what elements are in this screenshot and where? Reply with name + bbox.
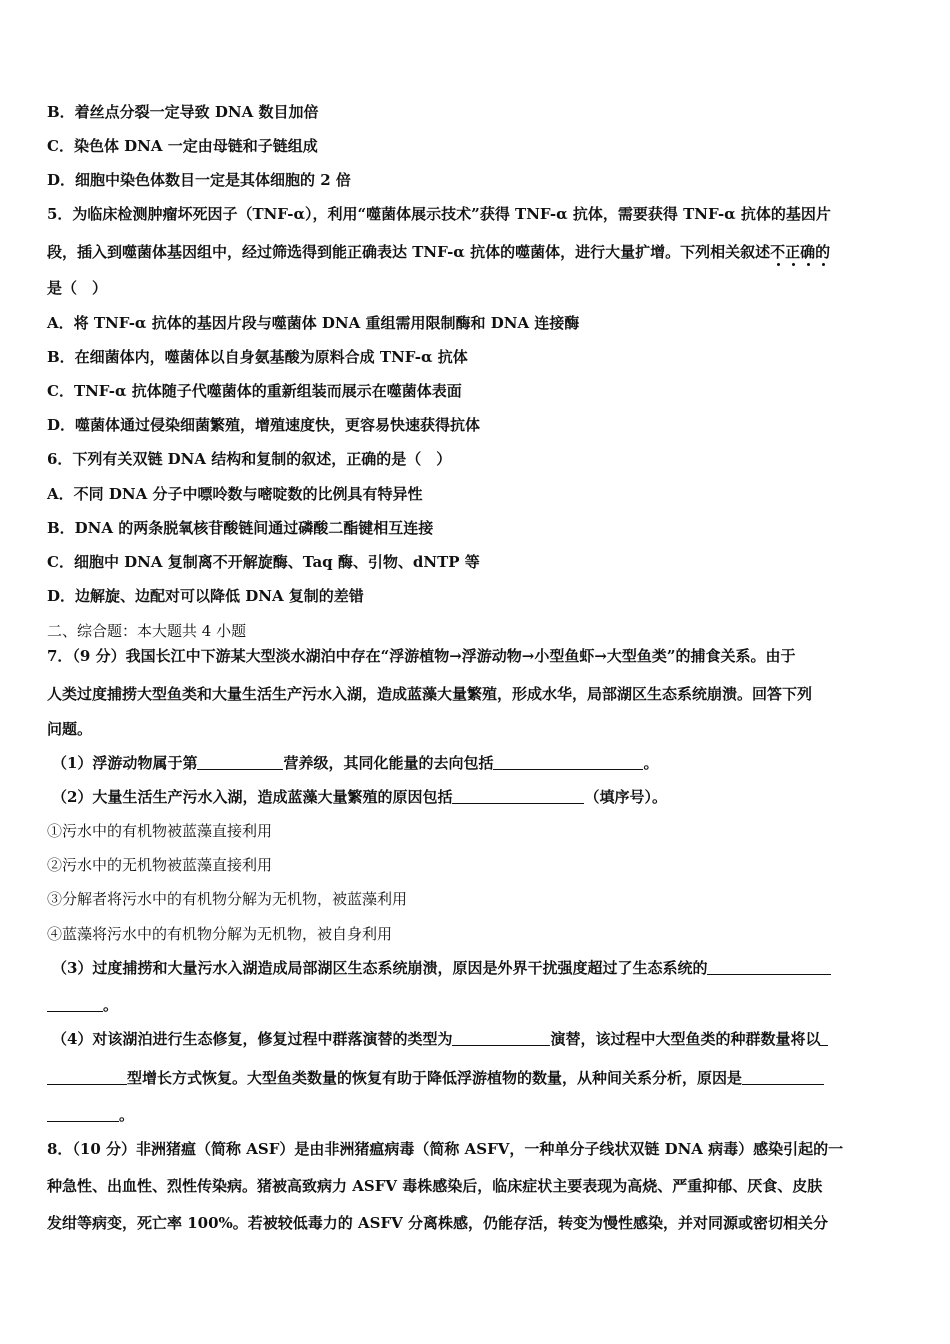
answer-blank[interactable] bbox=[820, 1030, 828, 1046]
q7-choice-3: ③分解者将污水中的有机物分解为无机物，被蓝藻利用 bbox=[47, 890, 408, 908]
emphasis-char: 正 bbox=[785, 243, 801, 261]
q7-part2-text: （2）大量生活生产污水入湖，造成蓝藻大量繁殖的原因包括 bbox=[52, 788, 453, 806]
q7-part3-text: 。 bbox=[103, 996, 119, 1014]
q7-part4-text: 型增长方式恢复。大型鱼类数量的恢复有助于降低浮游植物的数量，从种间关系分析，原因是 bbox=[127, 1069, 743, 1087]
q7-part4 bbox=[52, 1029, 828, 1049]
q6-option-b: B．DNA 的两条脱氧核苷酸链间通过磷酸二酯键相互连接 bbox=[47, 519, 434, 537]
q7-stem-line3: 问题。 bbox=[47, 720, 93, 738]
emphasis-char: 确 bbox=[800, 243, 816, 261]
q7-part2 bbox=[52, 787, 667, 807]
q7-part1-text: 营养级，其同化能量的去向包括 bbox=[283, 754, 494, 772]
q7-choice-1: ①污水中的有机物被蓝藻直接利用 bbox=[47, 822, 273, 840]
q7-part3 bbox=[52, 958, 831, 978]
q6-option-c: C．细胞中 DNA 复制离不开解旋酶、Taq 酶、引物、dNTP 等 bbox=[47, 553, 480, 571]
q5-option-c: C．TNF-α 抗体随子代噬菌体的重新组装而展示在噬菌体表面 bbox=[47, 382, 462, 400]
emphasis-char: 不 bbox=[770, 243, 786, 261]
q6-stem: 6．下列有关双链 DNA 结构和复制的叙述，正确的是（ ） bbox=[47, 450, 452, 468]
q8-stem-line3: 发绀等病变，死亡率 100%。若被较低毒力的 ASFV 分离株感，仍能存活，转变为慢性感染，并对同源或密切相关分 bbox=[47, 1214, 828, 1232]
q7-part4-text: 演替，该过程中大型鱼类的种群数量将以 bbox=[550, 1030, 821, 1048]
q7-choice-4: ④蓝藻将污水中的有机物分解为无机物，被自身利用 bbox=[47, 925, 393, 943]
emphasis-char: 的 bbox=[815, 243, 831, 261]
q7-part1-text: 。 bbox=[643, 754, 659, 772]
answer-blank[interactable] bbox=[197, 754, 283, 770]
section-heading: 二、综合题：本大题共 4 小题 bbox=[47, 622, 247, 640]
answer-blank[interactable] bbox=[47, 1069, 127, 1085]
answer-blank[interactable] bbox=[452, 788, 584, 804]
answer-blank[interactable] bbox=[742, 1069, 824, 1085]
q5-stem-line2 bbox=[47, 242, 830, 262]
q8-stem-line1: 8．（10 分）非洲猪瘟（简称 ASF）是由非洲猪瘟病毒（简称 ASFV，一种单分子线状双链 DNA 病毒）感染引起的一 bbox=[47, 1140, 844, 1158]
q7-part1-text: （1）浮游动物属于第 bbox=[52, 754, 198, 772]
q4-option-c: C．染色体 DNA 一定由母链和子链组成 bbox=[47, 137, 318, 155]
q7-choice-2: ②污水中的无机物被蓝藻直接利用 bbox=[47, 856, 273, 874]
answer-blank[interactable] bbox=[47, 1106, 119, 1122]
q7-part4-cont bbox=[47, 1068, 824, 1088]
q7-part4-end bbox=[47, 1105, 134, 1125]
q6-option-a: A．不同 DNA 分子中嘌呤数与嘧啶数的比例具有特异性 bbox=[47, 485, 423, 503]
answer-blank[interactable] bbox=[452, 1030, 550, 1046]
q5-option-d: D．噬菌体通过侵染细菌繁殖，增殖速度快，更容易快速获得抗体 bbox=[47, 416, 481, 434]
q4-option-b: B．着丝点分裂一定导致 DNA 数目加倍 bbox=[47, 103, 319, 121]
q4-option-d: D．细胞中染色体数目一定是其体细胞的 2 倍 bbox=[47, 171, 351, 189]
q7-part4-text: 。 bbox=[119, 1106, 135, 1124]
q7-part3-cont bbox=[47, 995, 118, 1015]
q5-stem-line1: 5．为临床检测肿瘤坏死因子（TNF-α），利用“噬菌体展示技术”获得 TNF-α 抗体，需要获得 TNF-α 抗体的基因片 bbox=[47, 205, 831, 223]
q7-part1 bbox=[52, 753, 658, 773]
q7-part4-text: （4）对该湖泊进行生态修复，修复过程中群落演替的类型为 bbox=[52, 1030, 453, 1048]
q7-stem-line2: 人类过度捕捞大型鱼类和大量生活生产污水入湖，造成蓝藻大量繁殖，形成水华，局部湖区生态系统崩溃。回答下列 bbox=[47, 685, 813, 703]
q6-option-d: D．边解旋、边配对可以降低 DNA 复制的差错 bbox=[47, 587, 364, 605]
q7-part3-text: （3）过度捕捞和大量污水入湖造成局部湖区生态系统崩溃，原因是外界干扰强度超过了生态系统的 bbox=[52, 959, 708, 977]
q7-stem-line1: 7．（9 分）我国长江中下游某大型淡水湖泊中存在“浮游植物→浮游动物→小型鱼虾→大型鱼类”的捕食关系。由于 bbox=[47, 647, 796, 665]
q5-option-a: A．将 TNF-α 抗体的基因片段与噬菌体 DNA 重组需用限制酶和 DNA 连接酶 bbox=[47, 314, 580, 332]
q5-option-b: B．在细菌体内，噬菌体以自身氨基酸为原料合成 TNF-α 抗体 bbox=[47, 348, 468, 366]
q5-stem-line2-text: 段，插入到噬菌体基因组中，经过筛选得到能正确表达 TNF-α 抗体的噬菌体，进行大量扩增。下列相关叙述 bbox=[47, 243, 771, 261]
q5-stem-line3: 是（ ） bbox=[47, 279, 108, 297]
answer-blank[interactable] bbox=[493, 754, 643, 770]
answer-blank[interactable] bbox=[47, 996, 103, 1012]
q7-part2-text: （填序号）。 bbox=[584, 788, 667, 806]
answer-blank[interactable] bbox=[707, 959, 831, 975]
q8-stem-line2: 种急性、出血性、烈性传染病。猪被高致病力 ASFV 毒株感染后，临床症状主要表现为高烧、严重抑郁、厌食、皮肤 bbox=[47, 1177, 823, 1195]
